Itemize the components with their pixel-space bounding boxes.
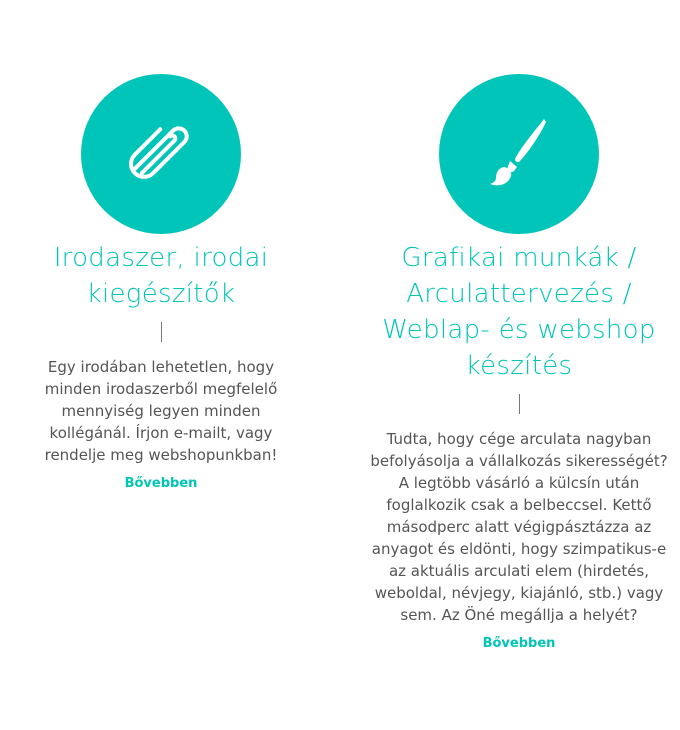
read-more-link[interactable]: Bővebben <box>124 476 198 491</box>
paperclip-icon <box>116 109 206 199</box>
service-icon-circle <box>439 74 599 234</box>
read-more-link[interactable]: Bővebben <box>482 636 556 651</box>
divider <box>519 394 520 414</box>
service-card-office-supplies <box>11 74 311 491</box>
service-description: Tudta, hogy cége arculata nagyban befolyásolja a vállalkozás sikerességét? A legtöbb vásárló a külcsín után foglalkozik csak a belbeccsel. Kettő másodperc alatt végigpásztázza az anyagot és eldönti, hogy szimpatikus-e az aktuális arculati elem (hirdetés, weboldal, névjegy, kiajánló, stb.) vagy sem. Az Öné megállja a helyét? <box>370 430 668 624</box>
paintbrush-icon <box>474 109 564 199</box>
service-title: Grafikai munkák / Arculattervezés / Weblap- és webshop készítés <box>382 243 656 381</box>
service-title: Irodaszer, irodai kiegészítők <box>53 243 269 309</box>
service-description: Egy irodában lehetetlen, hogy minden irodaszerből megfelelő mennyiség legyen minden kollégánál. Írjon e-mailt, vagy rendelje meg webshopunkban! <box>44 358 278 464</box>
service-card-graphic-design <box>369 74 669 651</box>
service-icon-circle <box>81 74 241 234</box>
divider <box>161 322 162 342</box>
